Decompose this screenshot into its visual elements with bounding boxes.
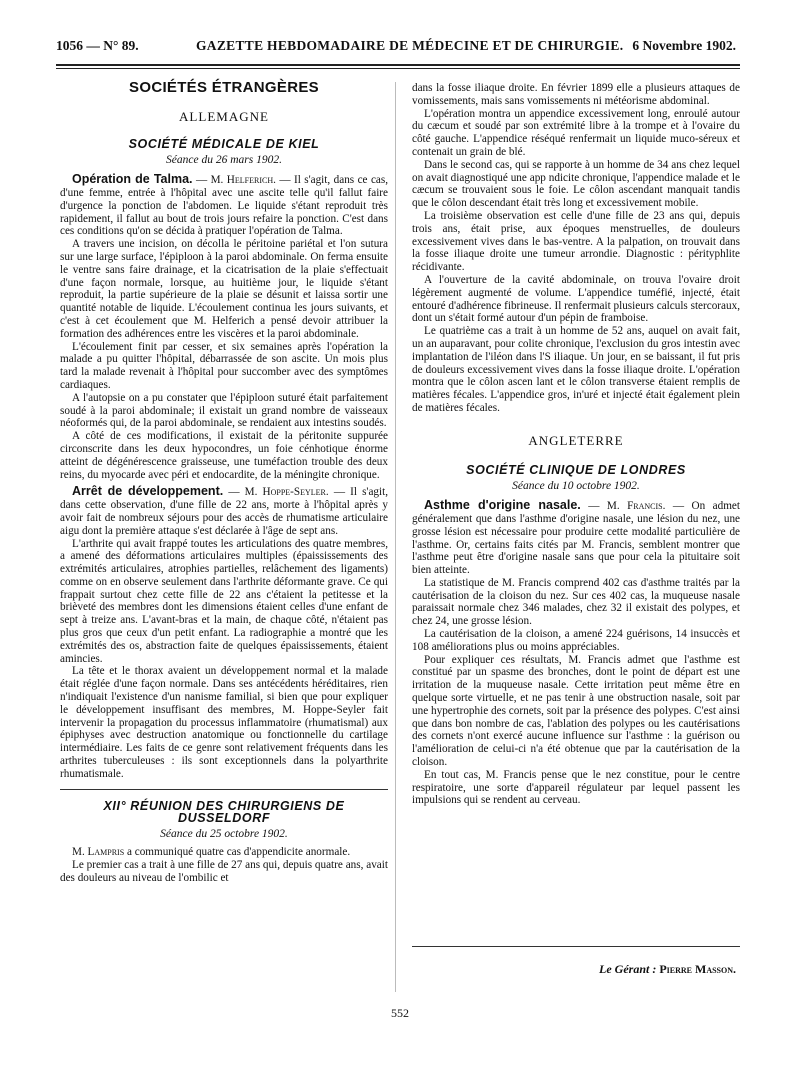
reunion-date: Séance du 25 octobre 1902. (160, 828, 288, 841)
paragraph: Dans le second cas, qui se rapporte à un homme de 34 ans chez lequel on avait diagnostiqué une app ndicite chronique, l'appendice malade et le cæcum se trouvaient sous le foie. Le côlon ascendant manquait tandis que le côlon descendant était très long et excessivement mobile. (412, 158, 740, 210)
reunion-author: M. Lampris (72, 846, 125, 859)
column-divider (395, 82, 396, 992)
asthme-text: — On admet généralement que dans l'asthme d'origine nasale, une lésion du nez, une grosse lésion est nécessaire pour produire cette modalité particulière de l'asthme. Or, certains faits cités par M. Francis, semblent montrer que l'asthme peut être d'origine nasale sans que pour cela la pituitaire soit bien atteinte. (412, 500, 740, 577)
paragraph: Le quatrième cas a trait à un homme de 52 ans, auquel on avait fait, un an auparavant, pour colite chronique, l'exclusion du gros intestin avec implantation de l'iléon dans l'S iliaque. Un jour, en se baissant, il fut pris de douleurs excessivement vives dans la fosse iliaque droite. L'opération montra que le côlon ascen lant et le côlon transverse étaient remplis de matières fécales. L'appendice gros, in'uré et injecté était également plein de matières fécales. (412, 325, 740, 414)
arret-paragraph: Arrêt de développement. — M. Hoppe-Seyler. — Il s'agit, dans cette observation, d'une fille de 22 ans, morte à l'hôpital après y avoir fait de nombreux séjours pour des accès de rhumatisme articulaire aigu dont la première attaque s'est déclarée à l'âge de sept ans. (60, 484, 389, 537)
arret-text: — Il s'agit, dans cette observation, d'une fille de 22 ans, morte à l'hôpital après y avoir fait de nombreux séjours pour des accès de rhumatisme articulaire aigu dont la première attaque s'est déclarée à l'âge de sept ans. (60, 486, 389, 537)
asthme-title: Asthme d'origine nasale. (424, 498, 581, 513)
reunion-heading: XII° RÉUNION DES CHIRURGIENS DE DUSSELDORF (103, 798, 345, 826)
paragraph: La cautérisation de la cloison, a amené 224 guérisons, 14 insuccès et 108 améliorations plus ou moins appréciables. (412, 628, 740, 653)
paragraph: En tout cas, M. Francis pense que le nez constitue, pour le centre respiratoire, une sorte d'appareil régulateur par lequel passent les impulsions qui se rendent au cerveau. (412, 768, 740, 807)
asthme-author: M. Francis. (606, 500, 666, 513)
header-rule-thin (56, 68, 740, 69)
paragraph: La statistique de M. Francis comprend 402 cas d'asthme traités par la cautérisation de la cloison du nez. Sur ces 402 cas, la muqueuse nasale paraissait normale chez 346 malades, chez 32 il existait des polypes, et chez 24, une grosse lésion. (412, 576, 740, 628)
talma-text: — Il s'agit, dans ce cas, d'une femme, entrée à l'hôpital avec une ascite telle qu'il fallut faire d'urgence la ponction de l'abdomen. Le liquide s'étant reproduit très rapidement, il fallut au bout de trois jours refaire la ponction. C'est dans ces conditions qu'on se décida à pratiquer l'opération de Talma. (60, 174, 389, 238)
left-column (60, 79, 389, 884)
manager-name: Pierre Masson. (659, 962, 736, 976)
paragraph: L'opération montra un appendice excessivement long, enroulé autour du cæcum et soudé par son extrémité libre à la trompe et à l'ovaire du côté gauche. L'appendice réséqué renfermait un liquide muco-séreux et contenait un grain de blé. (412, 107, 740, 158)
arret-title: Arrêt de développement. (72, 484, 224, 499)
journal-title: GAZETTE HEBDOMADAIRE DE MÉDECINE ET DE CHIRURGIE. (196, 38, 624, 53)
society-heading: SOCIÉTÉ MÉDICALE DE KIEL (128, 136, 320, 151)
paragraph: Le premier cas a trait à une fille de 27 ans qui, depuis quatre ans, avait des douleurs au niveau de l'ombilic et (60, 858, 388, 884)
paragraph: L'écoulement finit par cesser, et six semaines après l'opération la malade a pu quitter l'hôpital, débarrassée de son ascite. Un mois plus tard la malade revenait à l'hôpital pour succomber avec des symptômes cardiaques. (60, 340, 388, 391)
paragraph: A travers une incision, on décolla le péritoine pariétal et l'on sutura sur une large surface, l'épiploon à la paroi abdominale. On ferma ensuite le ventre sans faire drainage, et la cicatrisation de la plaie s'effectuait d'une façon normale, lorsque, au huitième jour, le liquide s'étant reproduit, la partie supérieure de la plaie se désunit et laissa sortir une quantité notable de liquide. L'écoulement continua les jours suivants, et c'est à cet écoulement que M. Helferich a pensé devoir attribuer la formation des adhérences entre les viscères et la paroi abdominale. (60, 238, 388, 340)
section-rule (60, 781, 388, 790)
talma-author: M. Helferich. (210, 174, 276, 187)
section-title: SOCIÉTÉS ÉTRANGÈRES (129, 79, 319, 96)
manager-label: Le Gérant : (599, 962, 657, 976)
arret-author: M. Hoppe-Seyler. (244, 486, 329, 499)
society-heading: SOCIÉTÉ CLINIQUE DE LONDRES (466, 462, 686, 477)
paragraph: A côté de ces modifications, il existait de la péritonite suppurée circonscrite dans les deux hypocondres, un foie cénhotique énorme atteint de dégénérescence graisseuse, une tuméfaction trouble des deux reins, du myocarde avec péri et endocardite, de la méningite chronique. (60, 430, 388, 481)
paragraph: La troisième observation est celle d'une fille de 23 ans qui, depuis trois ans, était prise, aux époques menstruelles, de douleurs excessivement vives dans le bas-ventre. A la palpation, on trouvait dans la fosse iliaque droite une tumeur arrondie. Diagnostic : pérityphlite récidivante. (412, 209, 740, 274)
manager-signature (599, 962, 736, 977)
paragraph: dans la fosse iliaque droite. En février 1899 elle a plusieurs attaques de vomissements, mais sans vomissements ni météorisme abdominal. (412, 82, 740, 107)
header-rule (56, 64, 740, 66)
asthme-paragraph: Asthme d'origine nasale. — M. Francis. — On admet généralement que dans l'asthme d'origine nasale, une lésion du nez, une grosse lésion est nécessaire pour produire cette modalité particulière de l'asthme. Or, certains faits cités par M. Francis, semblent montrer que l'asthme peut être d'origine nasale sans que pour cela la pituitaire soit bien atteinte. (412, 498, 740, 577)
paragraph: La tête et le thorax avaient un développement normal et la malade était réglée d'une façon normale. Dans ses antécédents héréditaires, rien n'indiquait l'existence d'un nanisme familial, si bien que pour expliquer le développement insuffisant des membres, M. Hoppe-Seyler fait intervenir la propagation du processus inflammatoire (rhumatismal) aux épiphyses avec destruction anatomique ou fonctionnelle du cartilage intermédiaire. Les faits de ce genre sont relativement fréquents dans les arthrites tuberculeuses : ils sont exceptionnels dans la polyarthrite rhumatismale. (60, 665, 388, 780)
closing-rule (412, 946, 740, 947)
paragraph: A l'autopsie on a pu constater que l'épiploon suturé était parfaitement soudé à la paroi abdominale; il existait un grand nombre de vaisseaux néoformés qui, de la paroi abdominale, se rendaient aux intestins soudés. (60, 391, 388, 430)
right-column (412, 82, 740, 807)
talma-paragraph: Opération de Talma. — M. Helferich. — Il s'agit, dans ce cas, d'une femme, entrée à l'hôpital avec une ascite telle qu'il fallut faire d'urgence la ponction de l'abdomen. Le liquide s'étant reproduit très rapidement, il fallut au bout de trois jours refaire la ponction. C'est dans ces conditions qu'on se décida à pratiquer l'opération de Talma. (60, 172, 389, 238)
reunion-paragraph (60, 846, 388, 859)
country-heading: ALLEMAGNE (179, 108, 269, 124)
reunion-text: a communiqué quatre cas d'appendicite anormale. (126, 846, 351, 859)
country-heading: ANGLETERRE (528, 432, 624, 448)
session-date: Séance du 10 octobre 1902. (512, 480, 640, 493)
page-number: 552 (391, 1006, 409, 1020)
paragraph: A l'ouverture de la cavité abdominale, on trouva l'ovaire droit légèrement augmenté de volume. L'appendice tuméfié, injecté, était entouré d'adhérence fibrineuse. Il renfermait plusieurs calculs stercoraux, dont un s'était formé autour d'un pépin de framboise. (412, 273, 740, 325)
issue-date: 6 Novembre 1902. (632, 38, 736, 53)
running-header (56, 38, 736, 56)
issue-number: 1056 — N° 89. (56, 38, 139, 53)
session-date: Séance du 26 mars 1902. (166, 154, 282, 167)
paragraph: L'arthrite qui avait frappé toutes les articulations des quatre membres, a amené des déformations articulaires multiples (épaississements des extrémités articulaires, atrophies partielles, relâchement des ligaments) comme on en observe seulement dans l'arthrite déformante grave. Ce qui frappait surtout chez cette fille de 22 ans c'étaient la petitesse et la brièveté des membres dont les dimensions étaient celles d'une enfant de sept à treize ans. L'avant-bras et la main, de chaque côté, n'étaient pas plus gros que ceux d'un petit enfant. La radiographie a montré que les extrémités des os, abstraction faite de quelques épaississements, étaient amincies. (60, 537, 388, 665)
talma-title: Opération de Talma. (72, 172, 193, 187)
paragraph: Pour expliquer ces résultats, M. Francis admet que l'asthme est constitué par un spasme des bronches, dont le point de départ est une irritation de la muqueuse nasale. Cette irritation peut même être en quelque sorte virtuelle, et ne pas tenir à une obstruction nasale, soit par une hypertrophie des cornets, soit par la présence des polypes. C'est ainsi que dans bon nombre de cas, l'ablation des polypes ou les cautérisations des cornets n'ont exercé aucune influence sur l'asthme : la guérison ou l'amélioration de celui-ci n'a été obtenue que par la cautérisation de la cloison. (412, 653, 740, 769)
